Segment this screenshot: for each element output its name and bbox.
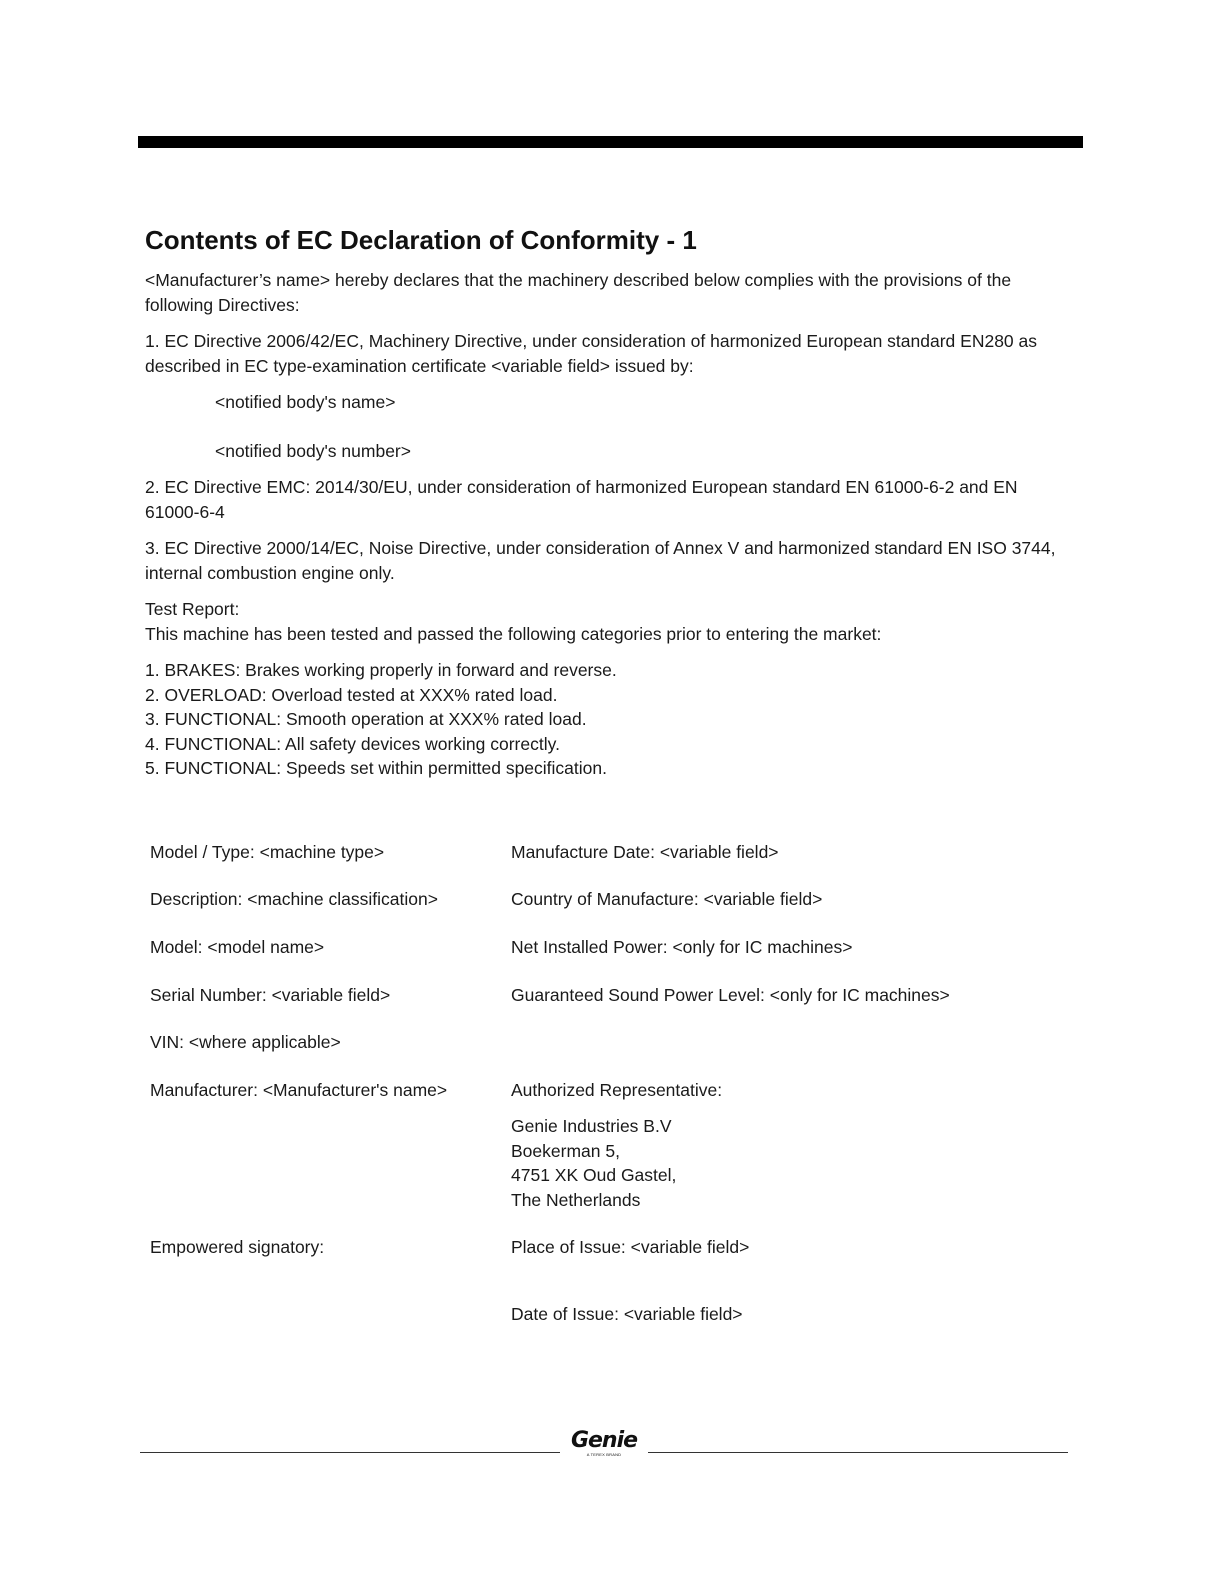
- genie-logo: [566, 1430, 642, 1460]
- country-of-manufacture: Country of Manufacture: <variable field>: [511, 889, 823, 909]
- model-type: Model / Type: <machine type>: [150, 842, 385, 862]
- test-item: 1. BRAKES: Brakes working properly in forward and reverse.: [145, 660, 617, 680]
- address-line: The Netherlands: [511, 1189, 641, 1210]
- footer-rule-right: [648, 1452, 1068, 1453]
- notified-body-number: <notified body's number>: [215, 440, 411, 461]
- directive-1: 1. EC Directive 2006/42/EC, Machinery Directive, under consideration of harmonized European standard EN280 as described in EC type-examination certificate <variable field> issued by:: [145, 331, 1038, 376]
- sound-power-level: Guaranteed Sound Power Level: <only for IC machines>: [511, 985, 950, 1005]
- serial-number: Serial Number: <variable field>: [150, 985, 391, 1005]
- directive-2: 2. EC Directive EMC: 2014/30/EU, under consideration of harmonized European standard EN 61000-6-2 and EN 61000-6-4: [145, 477, 1018, 522]
- date-of-issue: Date of Issue: <variable field>: [511, 1304, 743, 1324]
- intro-paragraph: <Manufacturer’s name> hereby declares that the machinery described below complies with the provisions of the following Directives:: [145, 270, 1012, 315]
- header-rule: [138, 136, 1083, 148]
- address-line: Boekerman 5,: [511, 1140, 620, 1161]
- test-report-intro: This machine has been tested and passed the following categories prior to entering the market:: [145, 623, 882, 644]
- test-item: 5. FUNCTIONAL: Speeds set within permitted specification.: [145, 758, 607, 778]
- notified-body-name: <notified body's name>: [215, 392, 396, 412]
- test-list: [145, 658, 1070, 781]
- manufacturer: Manufacturer: <Manufacturer's name>: [150, 1080, 448, 1100]
- page-title: Contents of EC Declaration of Conformity - 1: [145, 225, 697, 255]
- logo-tagline: A TEREX BRAND: [586, 1452, 622, 1457]
- empowered-signatory: Empowered signatory:: [150, 1237, 325, 1257]
- test-item: 3. FUNCTIONAL: Smooth operation at XXX% rated load.: [145, 709, 587, 729]
- description: Description: <machine classification>: [150, 889, 438, 909]
- manufacture-date: Manufacture Date: <variable field>: [511, 842, 779, 862]
- place-of-issue: Place of Issue: <variable field>: [511, 1237, 750, 1257]
- footer-rule-left: [140, 1452, 560, 1453]
- logo-wordmark: Genie: [570, 1428, 638, 1453]
- address-line: 4751 XK Oud Gastel,: [511, 1165, 677, 1185]
- declaration-body: [145, 222, 1070, 781]
- directive-3: 3. EC Directive 2000/14/EC, Noise Directive, under consideration of Annex V and harmonized standard EN ISO 3744, internal combustion engine only.: [145, 538, 1056, 583]
- test-item: 4. FUNCTIONAL: All safety devices working correctly.: [145, 733, 560, 754]
- test-report-heading: Test Report:: [145, 599, 240, 619]
- test-item: 2. OVERLOAD: Overload tested at XXX% rated load.: [145, 684, 558, 705]
- vin: VIN: <where applicable>: [150, 1032, 341, 1052]
- machine-info-grid: [150, 840, 1070, 1327]
- authorized-representative: Authorized Representative:: [511, 1080, 723, 1100]
- test-report: [145, 597, 1070, 646]
- address-line: Genie Industries B.V: [511, 1116, 672, 1136]
- representative-address: [511, 1114, 1070, 1235]
- model: Model: <model name>: [150, 937, 325, 957]
- net-installed-power: Net Installed Power: <only for IC machines>: [511, 937, 853, 957]
